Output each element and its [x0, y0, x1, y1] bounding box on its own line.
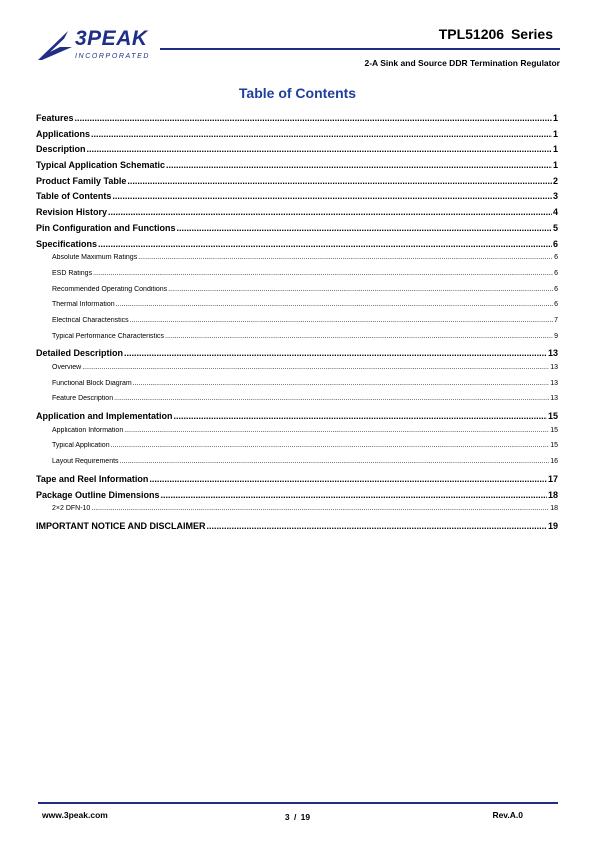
- toc-entry[interactable]: [36, 348, 558, 364]
- toc-entry-page: 18: [550, 505, 558, 513]
- toc-entry-label: Description: [36, 144, 86, 155]
- toc-entry[interactable]: [36, 333, 558, 349]
- toc-leader-dots: [130, 317, 553, 324]
- toc-entry[interactable]: [36, 301, 558, 317]
- logo-peak-icon: [38, 27, 78, 65]
- toc-entry[interactable]: [36, 521, 558, 537]
- footer-divider: [38, 802, 558, 804]
- toc-entry-page: 7: [554, 316, 558, 324]
- toc-entry[interactable]: [36, 191, 558, 207]
- toc-entry-page: 6: [554, 254, 558, 262]
- toc-entry-label: Typical Application Schematic: [36, 160, 166, 171]
- series-title: TPL51206 Series: [438, 26, 553, 42]
- toc-entry-page: 13: [550, 379, 558, 387]
- toc-entry-page: 6: [554, 285, 558, 293]
- toc-entry-page: 13: [547, 348, 558, 359]
- toc-entry-page: 9: [554, 332, 558, 340]
- toc-entry[interactable]: [36, 458, 558, 474]
- toc-leader-dots: [112, 191, 552, 201]
- toc-leader-dots: [207, 521, 547, 531]
- toc-entry[interactable]: [36, 207, 558, 223]
- toc-entry-label: IMPORTANT NOTICE AND DISCLAIMER: [36, 520, 206, 531]
- toc-leader-dots: [114, 395, 549, 402]
- toc-leader-dots: [91, 505, 549, 512]
- toc-entry[interactable]: [36, 395, 558, 411]
- toc-leader-dots: [124, 348, 547, 358]
- toc-entry-label: Thermal Information: [52, 301, 115, 309]
- toc-leader-dots: [98, 239, 552, 249]
- toc-entry[interactable]: [36, 380, 558, 396]
- toc-entry-label: Applications: [36, 128, 91, 139]
- toc-entry-page: 5: [552, 222, 558, 233]
- toc-entry-label: Package Outline Dimensions: [36, 489, 160, 500]
- toc-leader-dots: [87, 144, 552, 154]
- toc-entry-page: 4: [552, 207, 558, 218]
- toc-entry[interactable]: [36, 317, 558, 333]
- toc-entry[interactable]: [36, 270, 558, 286]
- toc-entry-label: Tape and Reel Information: [36, 473, 149, 484]
- toc-entry[interactable]: [36, 490, 558, 506]
- toc-entry-page: 1: [552, 144, 558, 155]
- toc-entry-page: 19: [547, 520, 558, 531]
- toc-entry-label: 2×2 DFN-10: [52, 505, 91, 513]
- toc-entry-label: Feature Description: [52, 395, 114, 403]
- toc-entry[interactable]: [36, 129, 558, 145]
- toc-entry[interactable]: [36, 254, 558, 270]
- toc-entry-label: ESD Ratings: [52, 269, 93, 277]
- toc-leader-dots: [127, 176, 552, 186]
- toc-leader-dots: [82, 364, 549, 371]
- toc-entry[interactable]: [36, 113, 558, 129]
- toc-entry-page: 2: [552, 175, 558, 186]
- toc-leader-dots: [91, 129, 552, 139]
- toc-entry-page: 1: [552, 160, 558, 171]
- toc-entry-label: Absolute Maximum Ratings: [52, 254, 138, 262]
- toc-entry[interactable]: [36, 411, 558, 427]
- toc-leader-dots: [165, 333, 553, 340]
- toc-entry-label: Table of Contents: [36, 191, 112, 202]
- logo-subtext: INCORPORATED: [75, 53, 151, 60]
- toc-entry-label: Detailed Description: [36, 348, 124, 359]
- toc-entry-page: 6: [554, 269, 558, 277]
- toc-leader-dots: [93, 270, 553, 277]
- toc-entry-label: Application and Implementation: [36, 411, 173, 422]
- toc-entry-label: Recommended Operating Conditions: [52, 285, 168, 293]
- toc-entry-label: Features: [36, 113, 74, 123]
- toc-entry-page: 6: [554, 301, 558, 309]
- toc-entry-label: Pin Configuration and Functions: [36, 222, 176, 233]
- toc-entry-label: Specifications: [36, 238, 98, 249]
- toc-leader-dots: [177, 223, 552, 233]
- toc-entry-page: 15: [547, 411, 558, 422]
- footer-revision: Rev.A.0: [492, 810, 523, 820]
- toc-leader-dots: [166, 160, 552, 170]
- toc-entry[interactable]: [36, 427, 558, 443]
- toc-entry[interactable]: [36, 144, 558, 160]
- toc-entry-page: 6: [552, 238, 558, 249]
- document-subtitle: 2-A Sink and Source DDR Termination Regulator: [364, 58, 560, 68]
- toc-entry-label: Functional Block Diagram: [52, 379, 132, 387]
- toc-entry-label: Typical Performance Characteristics: [52, 332, 165, 340]
- toc-entry-page: 1: [552, 113, 558, 123]
- toc-entry-page: 13: [550, 364, 558, 371]
- toc-leader-dots: [116, 301, 553, 308]
- toc-entry-label: Electrical Characteristics: [52, 316, 129, 324]
- toc-entry-page: 16: [550, 458, 558, 466]
- toc-entry-label: Revision History: [36, 207, 108, 218]
- header-divider: [160, 48, 560, 50]
- toc-entry[interactable]: [36, 223, 558, 239]
- toc-entry[interactable]: [36, 364, 558, 380]
- toc-entry[interactable]: [36, 474, 558, 490]
- toc-entry-page: 15: [550, 442, 558, 450]
- toc-entry-page: 15: [550, 426, 558, 434]
- toc-entry-label: Application Information: [52, 426, 124, 434]
- company-logo: [38, 27, 168, 65]
- toc-entry[interactable]: [36, 505, 558, 521]
- toc-entry[interactable]: [36, 286, 558, 302]
- toc-entry-page: 1: [552, 128, 558, 139]
- toc-entry[interactable]: [36, 442, 558, 458]
- table-of-contents: [36, 113, 558, 537]
- toc-leader-dots: [124, 427, 549, 434]
- toc-entry-page: 17: [547, 473, 558, 484]
- toc-entry-label: Overview: [52, 364, 82, 371]
- toc-leader-dots: [149, 474, 547, 484]
- toc-leader-dots: [120, 458, 550, 465]
- toc-entry-label: Typical Application: [52, 442, 110, 450]
- toc-entry-page: 3: [552, 191, 558, 202]
- toc-entry[interactable]: [36, 239, 558, 255]
- toc-leader-dots: [111, 442, 550, 449]
- toc-entry-page: 18: [547, 489, 558, 500]
- toc-leader-dots: [161, 490, 547, 500]
- toc-entry-label: Product Family Table: [36, 175, 127, 186]
- toc-leader-dots: [168, 286, 553, 293]
- toc-heading: Table of Contents: [238, 85, 357, 101]
- toc-entry-page: 13: [550, 395, 558, 403]
- footer-website-link[interactable]: www.3peak.com: [42, 810, 108, 820]
- toc-leader-dots: [108, 207, 552, 217]
- toc-leader-dots: [133, 380, 549, 387]
- toc-leader-dots: [75, 113, 552, 123]
- toc-leader-dots: [174, 411, 547, 421]
- toc-entry[interactable]: [36, 176, 558, 192]
- footer-page-number: 3 / 19: [284, 812, 311, 822]
- toc-leader-dots: [138, 254, 553, 261]
- logo-wordmark: 3PEAK: [75, 27, 148, 50]
- toc-entry[interactable]: [36, 160, 558, 176]
- toc-entry-label: Layout Requirements: [52, 458, 119, 466]
